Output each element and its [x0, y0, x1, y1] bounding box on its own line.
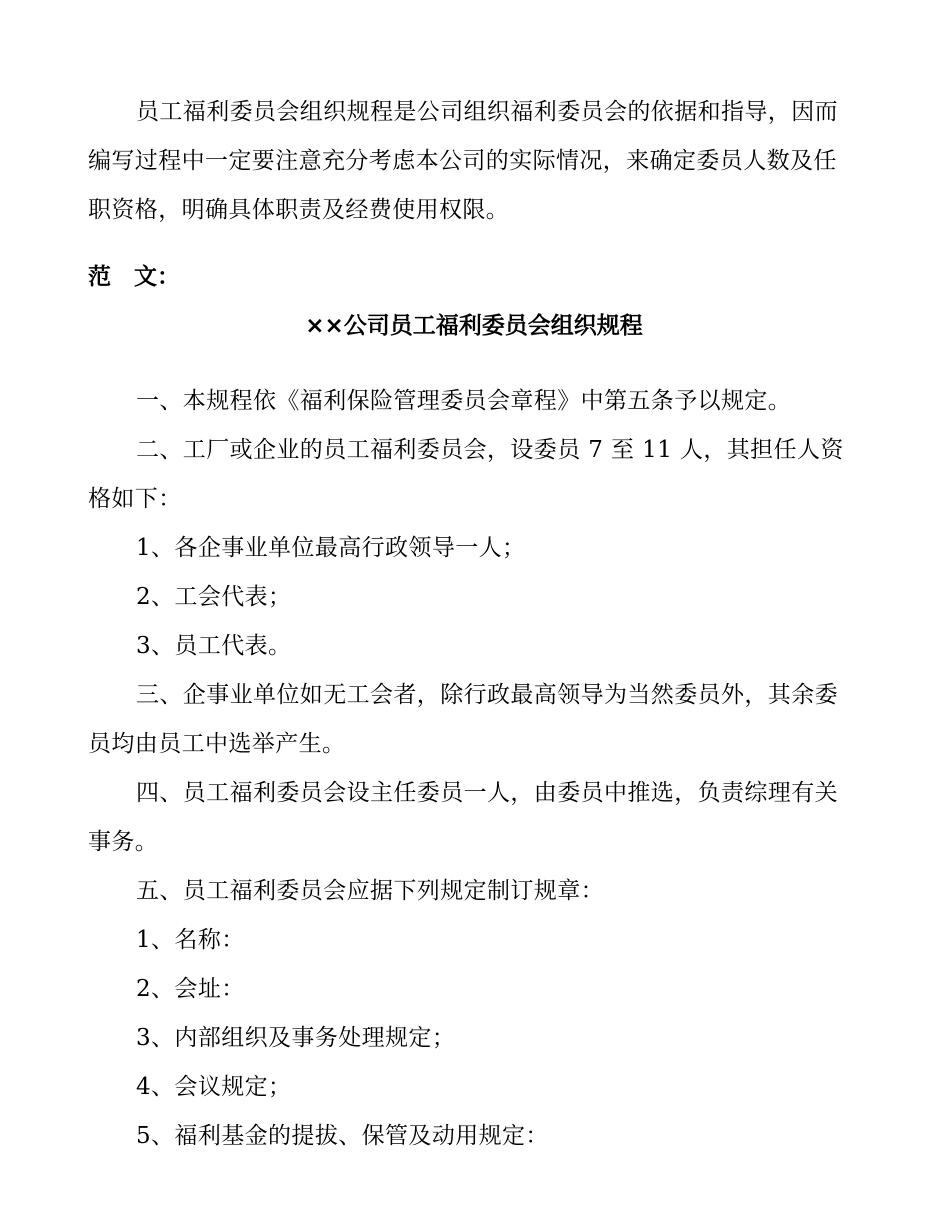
article-2-item-2: 2、工会代表；	[136, 584, 292, 610]
sample-label: 范 文：	[88, 264, 180, 290]
intro-paragraph: 员工福利委员会组织规程是公司组织福利委员会的依据和指导，因而编写过程中一定要注意充分考虑本公司的实际情况，来确定委员人数及任职资格，明确具体职责及经费使用权限。	[88, 99, 838, 223]
article-5-item-2: 2、会址：	[136, 976, 245, 1002]
article-2-item-1: 1、各企事业单位最高行政领导一人；	[136, 535, 526, 561]
article-5-item-5: 5、福利基金的提拔、保管及动用规定：	[136, 1123, 549, 1149]
article-5-item-4: 4、会议规定；	[136, 1074, 292, 1100]
document-title: ××公司员工福利委员会组织规程	[305, 313, 643, 339]
article-1: 一、本规程依《福利保险管理委员会章程》中第五条予以规定。	[136, 388, 792, 414]
article-2-item-3: 3、员工代表。	[136, 633, 292, 659]
document-body	[88, 377, 860, 1161]
article-5: 五、员工福利委员会应据下列规定制订规章：	[136, 878, 604, 904]
article-3: 三、企事业单位如无工会者，除行政最高领导为当然委员外，其余委员均由员工中选举产生。	[88, 682, 838, 757]
article-2: 二、工厂或企业的员工福利委员会，设委员 7 至 11 人，其担任人资格如下：	[88, 437, 844, 512]
article-5-item-3: 3、内部组织及事务处理规定；	[136, 1025, 456, 1051]
article-5-item-1: 1、名称：	[136, 927, 245, 953]
article-4: 四、员工福利委员会设主任委员一人，由委员中推选，负责综理有关事务。	[88, 780, 838, 855]
